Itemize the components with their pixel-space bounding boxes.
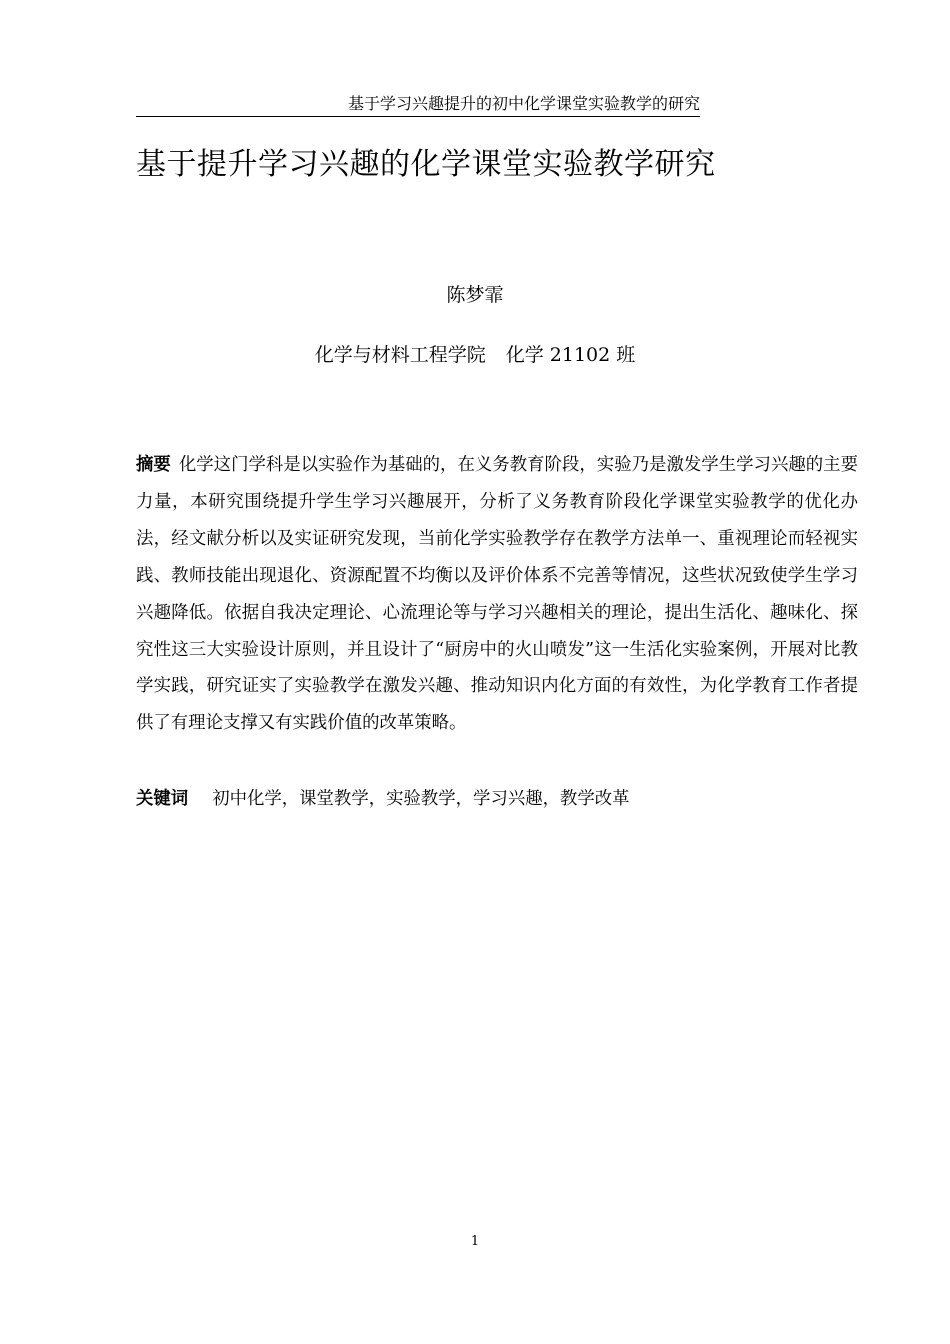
running-header: 基于学习兴趣提升的初中化学课堂实验教学的研究 bbox=[136, 92, 700, 117]
author-name: 陈梦霏 bbox=[446, 284, 504, 306]
keywords-text: 初中化学，课堂教学，实验教学，学习兴趣，教学改革 bbox=[212, 789, 630, 809]
abstract-text: 化学这门学科是以实验作为基础的，在义务教育阶段，实验乃是激发学生学习兴趣的主要力量，本研究围绕提升学生学习兴趣展开，分析了义务教育阶段化学课堂实验教学的优化办法，经文献分析以及实证研究发现，当前化学实验教学存在教学方法单一、重视理论而轻视实践、教师技能出现退化、资源配置不均衡以及评价体系不完善等情况，这些状况致使学生学习兴趣降低。依据自我决定理论、心流理论等与学习兴趣相关的理论，提出生活化、趣味化、探究性这三大实验设计原则，并且设计了“厨房中的火山喷发”这一生活化实验案例，开展对比教学实践，研究证实了实验教学在激发兴趣、推动知识内化方面的有效性，为化学教育工作者提供了有理论支撑又有实践价值的改革策略。 bbox=[136, 455, 858, 734]
page-number: 1 bbox=[470, 1234, 480, 1249]
keywords-line bbox=[136, 782, 858, 816]
abstract-label: 摘要 bbox=[136, 455, 171, 475]
abstract-paragraph bbox=[136, 447, 858, 742]
page-title: 基于提升学习兴趣的化学课堂实验教学研究 bbox=[136, 147, 716, 182]
affiliation-class: 化学 21102 班 bbox=[505, 344, 636, 366]
keywords-label: 关键词 bbox=[136, 789, 189, 809]
author-affiliation bbox=[0, 340, 950, 370]
affiliation-school: 化学与材料工程学院 bbox=[314, 344, 486, 366]
